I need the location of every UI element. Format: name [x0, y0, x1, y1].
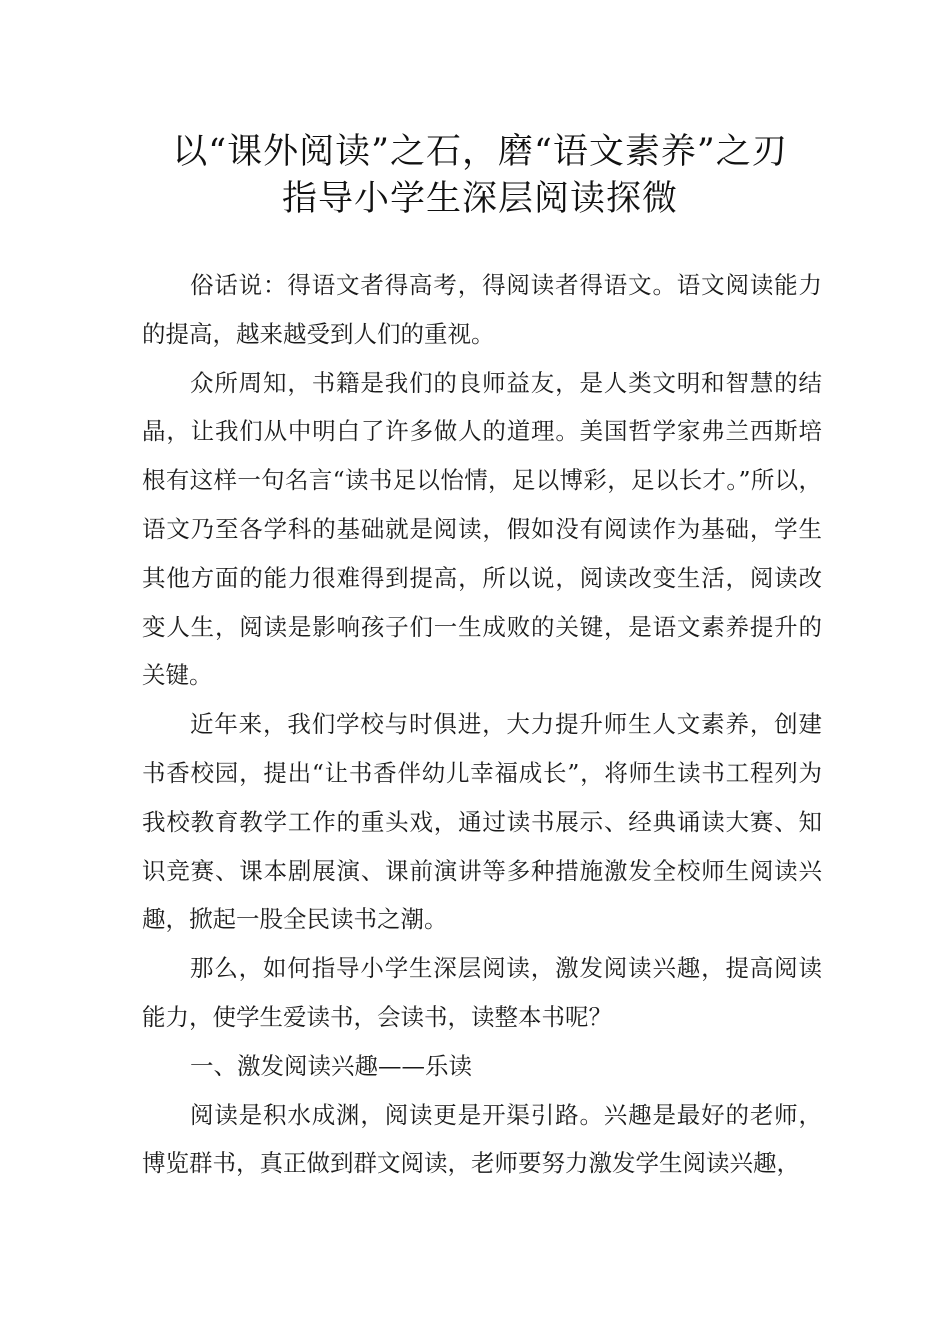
paragraph-section-1: 阅读是积水成渊，阅读更是开渠引路。兴趣是最好的老师，博览群书，真正做到群文阅读，老师要努力激发学生阅读兴趣， — [142, 1100, 822, 1178]
paragraph-books: 众所周知，书籍是我们的良师益友，是人类文明和智慧的结晶，让我们从中明白了许多做人的道理。美国哲学家弗兰西斯培根有这样一句名言“读书足以怡情，足以博彩，足以长才。”所以，语文乃至各学科的基础就是阅读，假如没有阅读作为基础，学生其他方面的能力很难得到提高，所以说，阅读改变生活，阅读改变人生，阅读是影响孩子们一生成败的关键，是语文素养提升的关键。 — [142, 368, 822, 690]
document-title: 以“课外阅读”之石，磨“语文素养”之刃 — [172, 132, 788, 172]
paragraph-question: 那么，如何指导小学生深层阅读，激发阅读兴趣，提高阅读能力，使学生爱读书，会读书，读整本书呢？ — [142, 954, 822, 1031]
paragraph-intro: 俗话说：得语文者得高考，得阅读者得语文。语文阅读能力的提高，越来越受到人们的重视。 — [142, 271, 822, 348]
section-heading: 一、激发阅读兴趣——乐读 — [190, 1051, 472, 1080]
paragraph-school: 近年来，我们学校与时俱进，大力提升师生人文素养，创建书香校园，提出“让书香伴幼儿幸福成长”，将师生读书工程列为我校教育教学工作的重头戏，通过读书展示、经典诵读大赛、知识竞赛、课本剧展演、课前演讲等多种措施激发全校师生阅读兴趣，掀起一股全民读书之潮。 — [142, 710, 822, 934]
document-body — [142, 261, 822, 1188]
document-subtitle: 指导小学生深层阅读探微 — [281, 179, 678, 219]
